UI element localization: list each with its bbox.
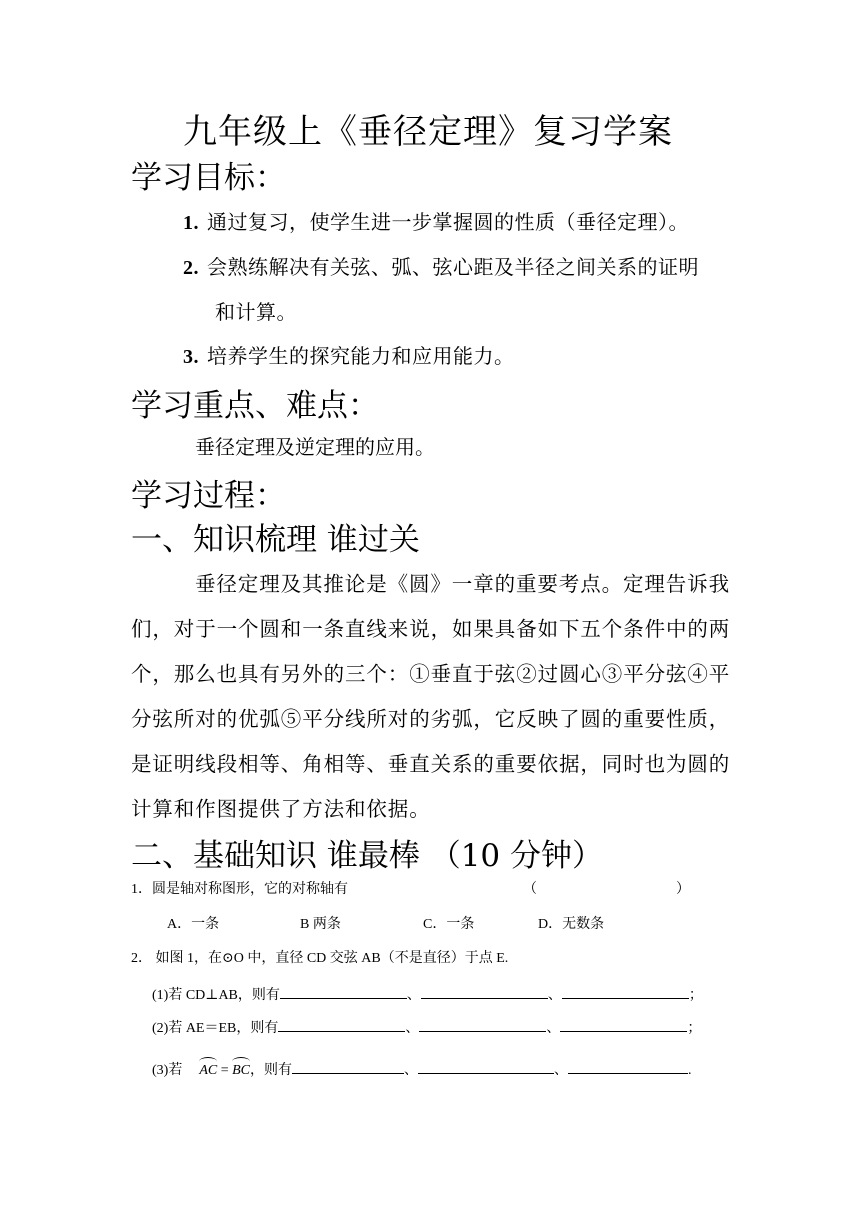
goal-number: 1. [183, 212, 199, 234]
goal-text: 通过复习，使学生进一步掌握圆的性质（垂径定理）。 [207, 210, 689, 234]
q1-option-d: D．无数条 [538, 917, 605, 932]
equals-sign: = [220, 1063, 229, 1078]
answer-blank[interactable] [418, 1057, 554, 1074]
q1-paren-close: ） [676, 882, 690, 897]
goal-text: 会熟练解决有关弦、弧、弦心距及半径之间关系的证明 [207, 255, 699, 279]
answer-blank[interactable] [292, 1057, 404, 1074]
page-title: 九年级上《垂径定理》复习学案 [183, 112, 673, 152]
separator: 、 [547, 988, 562, 1003]
separator: 、 [546, 1021, 561, 1036]
goal-number: 2. [183, 257, 199, 279]
section1-heading: 一、知识梳理 谁过关 [131, 522, 420, 558]
key-text: 垂径定理及逆定理的应用。 [195, 435, 435, 459]
goal-number: 3. [183, 346, 199, 368]
q1-paren-open: （ [523, 882, 537, 897]
arc-ac-label: AC [199, 1063, 218, 1078]
answer-blank[interactable] [568, 1057, 688, 1074]
line-end: ； [687, 1021, 702, 1036]
arc-bc-label: BC [232, 1063, 251, 1078]
separator: 、 [406, 988, 421, 1003]
section1-line: 们，对于一个圆和一条直线来说，如果具备如下五个条件中的两 [131, 617, 731, 641]
goals-heading: 学习目标： [131, 160, 286, 196]
answer-blank[interactable] [419, 1015, 546, 1032]
answer-blank[interactable] [562, 982, 689, 999]
answer-blank[interactable] [280, 982, 407, 999]
q2-part3 [152, 1057, 692, 1079]
process-heading: 学习过程： [131, 478, 286, 514]
answer-blank[interactable] [278, 1015, 405, 1032]
q2-part3-suffix: ，则有 [250, 1063, 293, 1078]
q1-stem: 1．圆是轴对称图形，它的对称轴有 [131, 882, 348, 897]
q2-part1 [152, 982, 703, 1004]
answer-blank[interactable] [560, 1015, 687, 1032]
q2-part1-prefix: (1)若 CD⊥AB，则有 [152, 988, 280, 1003]
goal-item [183, 340, 515, 369]
goal-continuation: 和计算。 [215, 300, 297, 324]
q2-stem: 2． 如图 1，在⊙O 中，直径 CD 交弦 AB（不是直径）于点 E. [131, 951, 509, 966]
key-heading: 学习重点、难点： [131, 388, 379, 424]
section1-line: 计算和作图提供了方法和依据。 [131, 797, 431, 821]
answer-blank[interactable] [421, 982, 548, 999]
section1-line: 是证明线段相等、角相等、垂直关系的重要依据，同时也为圆的 [131, 752, 731, 776]
line-end: . [688, 1063, 692, 1078]
goal-item [183, 206, 689, 235]
separator: 、 [405, 1021, 420, 1036]
line-end: ； [688, 988, 703, 1003]
goal-text: 培养学生的探究能力和应用能力。 [207, 344, 515, 368]
q2-part2 [152, 1015, 701, 1037]
q2-part3-prefix: (3)若 [152, 1063, 183, 1078]
separator: 、 [554, 1063, 569, 1078]
q1-option-a: A．一条 [167, 917, 220, 932]
section2-heading: 二、基础知识 谁最棒 （10 分钟） [131, 838, 604, 874]
q1-option-c: C．一条 [423, 917, 475, 932]
q2-part2-prefix: (2)若 AE＝EB，则有 [152, 1021, 279, 1036]
section1-line: 垂径定理及其推论是《圆》一章的重要考点。定理告诉我 [195, 572, 730, 596]
section1-line: 分弦所对的优弧⑤平分线所对的劣弧，它反映了圆的重要性质， [131, 707, 731, 731]
q1-option-b: B 两条 [300, 917, 341, 932]
section1-line: 个，那么也具有另外的三个：①垂直于弦②过圆心③平分弦④平 [131, 662, 731, 686]
separator: 、 [404, 1063, 419, 1078]
goal-item [183, 251, 699, 280]
